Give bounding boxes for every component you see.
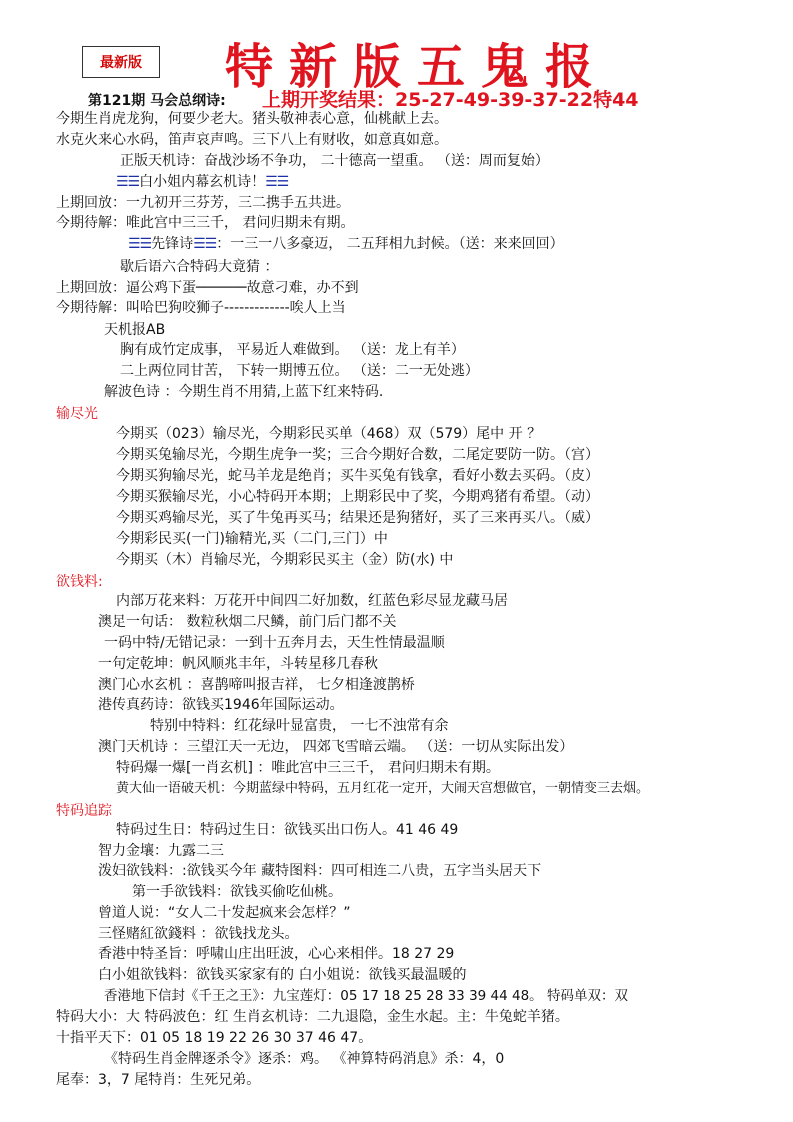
last-draw-result: 上期开奖结果：25-27-49-39-37-22特44	[262, 89, 639, 111]
text-line: 特别中特料：红花绿叶显富贵， 一七不浊常有余	[150, 718, 449, 734]
text-line: 今期买（023）输尽光，今期彩民买单（468）双（579）尾中 开 ？	[116, 426, 542, 442]
text-line: 澳足一句话： 数粒秋烟二尺鳞，前门后门都不关	[98, 614, 397, 630]
text-line: 《特码生肖金牌逐杀令》逐杀：鸡。 《神算特码消息》杀：4，0	[104, 1051, 505, 1067]
text-line: 香港中特圣旨：呼啸山庄出旺波，心心来相伴。18 27 29	[98, 946, 455, 962]
text-line: 歇后语六合特码大竟猜 ：	[120, 259, 279, 275]
text-line: 智力金壤：九露二三	[98, 843, 224, 859]
text-line: 特码过生日：特码过生日：欲钱买出口伤人。41 46 49	[116, 822, 459, 838]
bars-icon: ☰☰	[265, 174, 289, 190]
text-line: 今期买鸡输尽光，买了牛兔再买马；结果还是狗猪好，买了三来再买八。（威）	[116, 510, 599, 526]
text-line: 今期买狗输尽光，蛇马羊龙是绝肖；买牛买兔有钱拿，看好小数去买码。（皮）	[116, 468, 599, 484]
text-line: 尾奉：3，7 尾特肖：生死兄弟。	[56, 1072, 261, 1088]
text-line: 澳门天机诗 ：三望江天一无边， 四郊飞雪暗云端。 （送：一切从实际出发）	[98, 739, 574, 755]
text-line: 曾道人说：“女人二十发起疯来会怎样？”	[98, 905, 351, 921]
text-line: 三怪赌紅欲錢料 ：欲钱找龙头。	[98, 926, 299, 942]
text-line: 一句定乾坤：帆风顺兆丰年，斗转星移几春秋	[98, 656, 378, 672]
text-line: 白小姐欲钱料：欲钱买家家有的 白小姐说：欲钱买最温暖的	[98, 967, 467, 983]
text-line: 香港地下信封《千王之王》：九宝莲灯：05 17 18 25 28 33 39 44 48。 特码单双：双	[104, 988, 628, 1004]
text-line: 泼妇欲钱料：:欲钱买今年 藏特图料：四可相连二八贵，五字当头居天下	[98, 863, 542, 879]
text-line: 今期彩民买(一门)输精光,买（二门,三门）中	[116, 531, 388, 547]
bars-icon: ☰☰	[116, 174, 140, 190]
text-line: 港传真药诗：欲钱买1946年国际运动。	[98, 697, 344, 713]
page-title: 特新版五鬼报	[225, 39, 610, 95]
text-line: 今期买（木）肖输尽光，今期彩民买主（金）防(水) 中	[116, 552, 454, 568]
section-lose-all: 输尽光	[56, 406, 98, 422]
text-line: 水克火来心水码，笛声哀声鸣。三下八上有财收，如意真如意。	[56, 132, 448, 148]
text-line: 天机报AB	[104, 322, 166, 338]
bars-icon: ☰☰	[128, 236, 152, 252]
issue-number: 第121期 马会总纲诗:	[88, 93, 226, 109]
text-line: 黄大仙一语破天机：今期蓝绿中特码，五月红花一定开，大闹天宫想做官，一朝情变三去烟。	[116, 781, 650, 796]
section-special-track: 特码追踪	[56, 803, 112, 819]
text-line: 上期回放：一九初开三芬芳，三二携手五共进。	[56, 195, 350, 211]
text-line: 特码爆一爆[一肖玄机] ：唯此宫中三三千， 君问归期未有期。	[116, 760, 500, 776]
latest-edition-badge: 最新版	[82, 46, 160, 78]
text-line: 解波色诗 ：今期生肖不用猜,上蓝下红来特码.	[104, 384, 384, 400]
text-line: 胸有成竹定成事， 平易近人难做到。 （送：龙上有羊）	[120, 342, 465, 358]
text-line: 特码大小：大 特码波色：红 生肖玄机诗：二九退隐，金生水起。主：牛兔蛇羊猪。	[56, 1009, 569, 1025]
bai-xiaojie-line: ☰☰白小姐内幕玄机诗！☰☰	[116, 174, 289, 190]
text-line: 今期待解：唯此宫中三三千， 君问归期未有期。	[56, 215, 355, 231]
pioneer-poem-line: ☰☰先锋诗☰☰：一三一八多豪迈， 二五拜相九封候。（送：来来回回）	[128, 236, 564, 252]
text-line: 一码中特/无错记录：一到十五奔月去，天生性情最温顺	[104, 635, 445, 651]
text-line: 今期买兔输尽光，今期生虎争一奖；三合今期好合数，二尾定要防一防。（宫）	[116, 447, 599, 463]
section-want-money: 欲钱料:	[56, 574, 103, 590]
text-line: 第一手欲钱料：欲钱买偷吃仙桃。	[132, 884, 342, 900]
text-line: 内部万花来料：万花开中间四二好加数，红蓝色彩尽显龙藏马居	[116, 593, 508, 609]
text-line: 二上两位同甘苦， 下转一期博五位。 （送：二一无处逃）	[120, 363, 479, 379]
text-line: 今期买猴输尽光，小心特码开本期；上期彩民中了奖，今期鸡猪有希望。（动）	[116, 489, 599, 505]
text-line: 上期回放：逼公鸡下蛋──────故意刁难，办不到	[56, 280, 359, 296]
text-line: 正版天机诗：奋战沙场不争功， 二十德高一望重。 （送：周而复始）	[120, 153, 549, 169]
bars-icon: ☰☰	[193, 236, 217, 252]
text-line: 今期生肖虎龙狗，何要少老大。猪头敬神表心意，仙桃献上去。	[56, 111, 448, 127]
text-line: 十指平天下：01 05 18 19 22 26 30 37 46 47。	[56, 1030, 373, 1046]
text-line: 澳门心水玄机 ：喜鹊啼叫报吉祥， 七夕相逢渡鹊桥	[98, 677, 415, 693]
text-line: 今期待解：叫哈巴狗咬狮子-------------唉人上当	[56, 300, 346, 316]
